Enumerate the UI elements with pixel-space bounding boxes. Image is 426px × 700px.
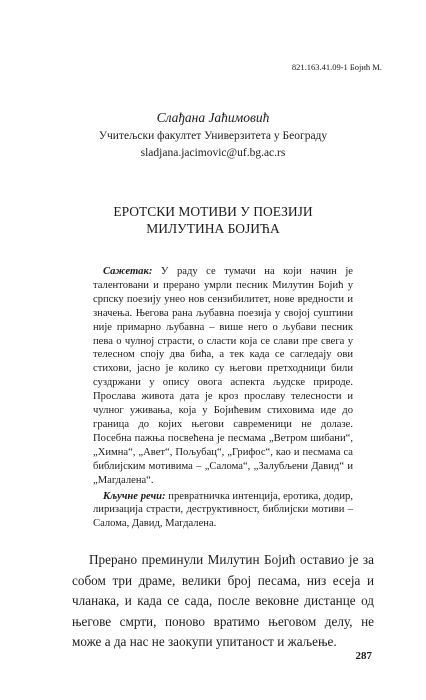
page-number: 287: [355, 650, 372, 662]
abstract-text: У раду се тумачи на који начин је талентовани и прерано умрли песник Милутин Бојић у српску поезију унео нов сензибилитет, нове вредности и значења. Његова рана љубавна поезија у својој суштини није примарно љубавна – више него о љубави песник пева о чулној страсти, о сласти која се слави пре свега у телесном споју два бића, а тек када се сагледају ови стихови, јасно је колико су његови претходници били суздржани у опису овога аспекта људске природе. Прослава живота дата је кроз прославу телесности и чулног уживања, која у Бојићевим стиховима иде до граница до којих његови савременици не долазе. Посебна пажња посвећена је песмама „Ветром шибани“, „Химна“, „Авет“, Пољубац“, „Грифос“, као и песмама са библијским мотивима – „Салома“, „Залубљени Давид“ и „Магдалена“.: [93, 266, 353, 486]
body-paragraph: Прерано преминули Милутин Бојић оставио је за собом три драме, велики број песама, низ есеја и чланака, и када се сада, после вековне дистанце од његове смрти, поново вратимо његовом делу, не може а да нас не заокупи упитаност и жаљење.: [72, 552, 374, 650]
article-title: [0, 203, 426, 237]
abstract-label: Сажетак:: [103, 266, 153, 277]
keywords-label: Кључне речи:: [103, 490, 166, 502]
author-name: Слађана Јаћимовић: [156, 110, 270, 125]
abstract-block: [93, 265, 353, 531]
author-affiliation: Учитељски факултет Универзитета у Београду: [98, 130, 328, 142]
keywords-text: превратничка интенција, еротика, додир, лиризација страсти, деструктивност, библијски мотиви – Салома, Давид, Магдалена.: [93, 490, 353, 530]
title-line-1: ЕРОТСКИ МОТИВИ У ПОЕЗИЈИ: [113, 204, 313, 219]
title-line-2: МИЛУТИНА БОЈИЋА: [146, 221, 280, 236]
author-email: sladjana.jacimovic@uf.bg.ac.rs: [140, 147, 286, 159]
keywords-paragraph: [93, 490, 353, 532]
udc-classification: 821.163.41.09-1 Бојић М.: [291, 62, 382, 72]
abstract-paragraph: [93, 265, 353, 488]
